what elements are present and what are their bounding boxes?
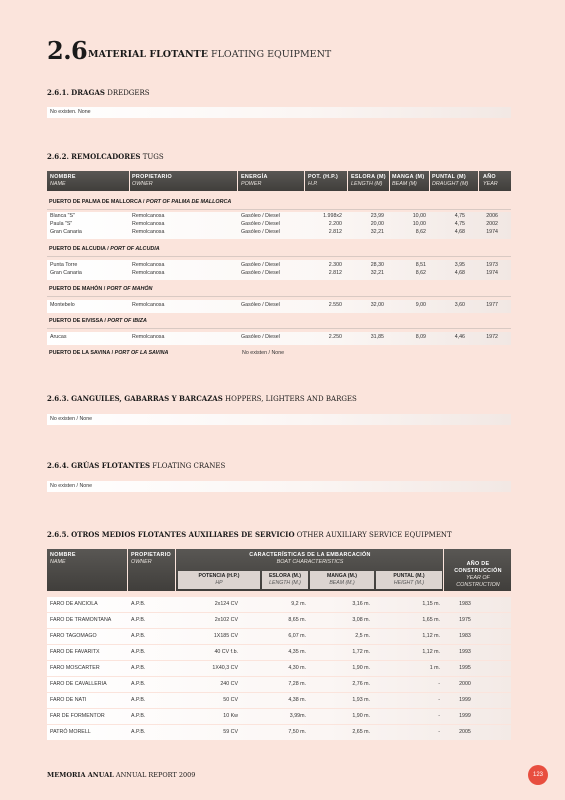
tug-owner: Remolcanosa: [132, 262, 165, 268]
col-label-en: OWNER: [131, 559, 152, 565]
port-ibiza-label: PUERTO DE EIVISSA / PORT OF IBIZA: [49, 318, 147, 324]
tug-beam: 9,00: [415, 302, 426, 308]
aux-beam: 2,5 m.: [355, 633, 370, 639]
port-name-es: PUERTO DE MAHÓN: [49, 286, 103, 292]
section-title-es: REMOLCADORES: [71, 152, 141, 161]
tug-beam: 10,00: [412, 221, 426, 227]
aux-name: PATRÓ MORELL: [50, 729, 91, 735]
tug-power: Gasóleo / Diesel: [241, 262, 280, 268]
aux-height: -: [438, 697, 440, 703]
aux-height: 1,65 m.: [422, 617, 440, 623]
aux-height: 1,12 m.: [422, 633, 440, 639]
section-number: 2.6.1.: [47, 88, 69, 97]
tug-hp: 2.812: [328, 229, 342, 235]
aux-power: 59 CV: [223, 729, 238, 735]
col-length: [351, 171, 389, 191]
aux-name: FARO DE NATI: [50, 697, 87, 703]
aux-sub-hp: [178, 571, 260, 589]
tug-beam: 8,62: [415, 270, 426, 276]
col-label-es: ESLORA (M): [351, 174, 386, 180]
tug-hp: 2.812: [328, 270, 342, 276]
port-name-es: PUERTO DE ALCUDIA: [49, 246, 106, 252]
tug-year: 2002: [486, 221, 498, 227]
aux-name: FARO TAGOMAGO: [50, 633, 97, 639]
tug-length: 31,85: [370, 334, 384, 340]
tugs-table-header: [47, 171, 511, 191]
aux-name: FAR DE FORMENTOR: [50, 713, 105, 719]
col-label-es: ENERGÍA: [241, 174, 268, 180]
col-draught: [432, 171, 476, 191]
col-label-es: NOMBRE: [50, 174, 76, 180]
aux-height: 1 m.: [429, 665, 440, 671]
port-name-en: PORT OF ALCUDIA: [110, 246, 160, 252]
section-auxiliary-title: [47, 530, 452, 539]
col-label-es: POT. (H.P.): [308, 174, 339, 180]
sub-label-es: POTENCIA (H.P.): [198, 573, 240, 579]
section-title-en: FLOATING CRANES: [152, 462, 226, 470]
port-mahon-label: PUERTO DE MAHÓN / PORT OF MAHÓN: [49, 286, 153, 292]
divider: [47, 256, 511, 257]
tug-owner: Remolcanosa: [132, 334, 165, 340]
sub-label-en: LENGTH (M.): [269, 580, 301, 586]
col-label-es: PROPIETARIO: [131, 552, 172, 558]
col-separator: [443, 549, 444, 591]
tug-draught: 4,75: [454, 221, 465, 227]
tug-beam: 8,09: [415, 334, 426, 340]
tug-length: 28,30: [370, 262, 384, 268]
col-label-es: PROPIETARIO: [132, 174, 173, 180]
section-number: 2.6.5.: [47, 530, 69, 539]
col-year: [483, 171, 511, 191]
col-label-en: BEAM (M): [392, 181, 417, 187]
divider: [47, 209, 511, 210]
aux-sub-height: [376, 571, 442, 589]
aux-sub-beam: [310, 571, 374, 589]
aux-owner: A.P.B.: [131, 617, 146, 623]
tug-year: 1974: [486, 270, 498, 276]
port-name-en: PORT OF LA SAVINA: [114, 350, 169, 356]
section-cranes-title: [47, 461, 225, 470]
col-owner: [132, 171, 232, 191]
tug-year: 1973: [486, 262, 498, 268]
col-label-en: H.P.: [308, 181, 318, 187]
aux-year: 1975: [459, 617, 471, 623]
col-separator: [175, 549, 176, 591]
dredgers-none-bar: No existen. None: [47, 107, 511, 118]
aux-power: 2x124 CV: [214, 601, 238, 607]
section-tugs-title: [47, 152, 164, 161]
tug-draught: 3,60: [454, 302, 465, 308]
section-title-en: HOPPERS, LIGHTERS AND BARGES: [225, 395, 357, 403]
tug-length: 32,21: [370, 270, 384, 276]
aux-power: 1X40,3 CV: [212, 665, 238, 671]
aux-col-name: [50, 549, 125, 569]
section-title-en: OTHER AUXILIARY SERVICE EQUIPMENT: [296, 531, 452, 539]
col-separator: [389, 171, 390, 191]
aux-power: 10 Kw: [223, 713, 238, 719]
col-label-en: POWER: [241, 181, 262, 187]
aux-length: 7,28 m.: [288, 681, 306, 687]
aux-beam: 1,72 m.: [352, 649, 370, 655]
aux-col-owner: [131, 549, 179, 569]
col-hp: [308, 171, 346, 191]
tug-year: 1977: [486, 302, 498, 308]
col-separator: [304, 171, 305, 191]
section-title-en: TUGS: [142, 153, 164, 161]
aux-length: 6,07 m.: [288, 633, 306, 639]
col-label-es: AÑO DE CONSTRUCCIÓN: [454, 561, 502, 574]
aux-beam: 3,16 m.: [352, 601, 370, 607]
aux-length: 8,65 m.: [288, 617, 306, 623]
tug-power: Gasóleo / Diesel: [241, 302, 280, 308]
section-number: 2.6.4.: [47, 461, 69, 470]
cranes-none-bar: No existen / None: [47, 481, 511, 492]
aux-name: FARO MOSCARTER: [50, 665, 100, 671]
sub-label-es: PUNTAL (M.): [393, 573, 425, 579]
tug-hp: 2.300: [328, 262, 342, 268]
aux-year: 1993: [459, 649, 471, 655]
tug-beam: 8,62: [415, 229, 426, 235]
col-label-en: NAME: [50, 559, 66, 565]
tug-length: 23,99: [370, 213, 384, 219]
section-number: 2.6.3.: [47, 394, 69, 403]
aux-owner: A.P.B.: [131, 633, 146, 639]
port-name-en: PORT OF PALMA DE MALLORCA: [146, 199, 232, 205]
divider: [47, 328, 511, 329]
section-hoppers-title: [47, 394, 357, 403]
footer-title: [47, 771, 195, 779]
tug-year: 2006: [486, 213, 498, 219]
col-label-es: PUNTAL (M): [432, 174, 466, 180]
aux-height: -: [438, 729, 440, 735]
tug-name: Gran Canaria: [50, 270, 82, 276]
aux-owner: A.P.B.: [131, 665, 146, 671]
sub-label-en: HEIGHT (M.): [393, 580, 425, 586]
aux-power: 2x102 CV: [214, 617, 238, 623]
aux-length: 3,99m.: [289, 713, 306, 719]
aux-height: 1,12 m.: [422, 649, 440, 655]
aux-year: 2000: [459, 681, 471, 687]
col-name: [50, 171, 125, 191]
tug-draught: 4,46: [454, 334, 465, 340]
tug-year: 1974: [486, 229, 498, 235]
aux-col-year: [447, 558, 509, 588]
tug-length: 20,00: [370, 221, 384, 227]
aux-beam: 1,90 m.: [352, 665, 370, 671]
sub-label-es: ESLORA (M.): [268, 573, 302, 579]
aux-height: -: [438, 713, 440, 719]
col-label-es: NOMBRE: [50, 552, 76, 558]
aux-beam: 2,65 m.: [352, 729, 370, 735]
aux-year: 1995: [459, 665, 471, 671]
aux-beam: 3,08 m.: [352, 617, 370, 623]
aux-length: 9,2 m.: [291, 601, 306, 607]
tug-name: Gran Canaria: [50, 229, 82, 235]
aux-owner: A.P.B.: [131, 729, 146, 735]
aux-owner: A.P.B.: [131, 713, 146, 719]
footer-title-en: ANNUAL REPORT 2009: [115, 771, 196, 779]
section-dredgers-title: [47, 88, 150, 97]
aux-power: 240 CV: [220, 681, 238, 687]
chapter-title-es: MATERIAL FLOTANTE: [88, 49, 208, 60]
sub-label-en: HP: [215, 580, 223, 586]
chapter-number: 2.6: [47, 36, 88, 65]
tug-beam: 10,00: [412, 213, 426, 219]
sub-label-en: BEAM (M.): [329, 580, 355, 586]
col-power: [241, 171, 301, 191]
tug-owner: Remolcanosa: [132, 229, 165, 235]
tug-power: Gasóleo / Diesel: [241, 334, 280, 340]
port-palma-label: PUERTO DE PALMA DE MALLORCA / PORT OF PALMA DE MALLORCA: [49, 199, 232, 205]
aux-year: 1983: [459, 601, 471, 607]
tug-power: Gasóleo / Diesel: [241, 213, 280, 219]
col-beam: [392, 171, 430, 191]
aux-owner: A.P.B.: [131, 697, 146, 703]
col-label-en: OWNER: [132, 181, 153, 187]
tug-name: Blanca "S": [50, 213, 75, 219]
aux-year: 1983: [459, 633, 471, 639]
port-name-en: PORT OF MAHÓN: [106, 286, 153, 292]
chapter-title-en: FLOATING EQUIPMENT: [211, 49, 332, 60]
tug-draught: 3,95: [454, 262, 465, 268]
tug-power: Gasóleo / Diesel: [241, 221, 280, 227]
tug-owner: Remolcanosa: [132, 213, 165, 219]
port-name-en: PORT OF IBIZA: [107, 318, 147, 324]
col-separator: [129, 171, 130, 191]
col-label-en: YEAR OF CONSTRUCTION: [456, 575, 500, 588]
section-title-en: DREDGERS: [107, 89, 150, 97]
aux-power: 1X185 CV: [213, 633, 238, 639]
col-separator: [347, 171, 348, 191]
tug-hp: 2.250: [328, 334, 342, 340]
tug-hp: 2.200: [328, 221, 342, 227]
divider: [47, 296, 511, 297]
port-name-es: PUERTO DE EIVISSA: [49, 318, 103, 324]
tug-name: Punta Torre: [50, 262, 78, 268]
footer-title-es: MEMORIA ANUAL: [47, 771, 114, 779]
port-alcudia-label: PUERTO DE ALCUDIA / PORT OF ALCUDIA: [49, 246, 160, 252]
hoppers-none-bar: No existen / None: [47, 414, 511, 425]
tug-owner: Remolcanosa: [132, 221, 165, 227]
aux-col-characteristics: [177, 549, 443, 569]
aux-beam: 1,90 m.: [352, 713, 370, 719]
section-title-es: GANGUILES, GABARRAS Y BARCAZAS: [71, 394, 223, 403]
col-separator: [429, 171, 430, 191]
col-label-en: YEAR: [483, 181, 498, 187]
tug-year: 1972: [486, 334, 498, 340]
aux-length: 7,50 m.: [288, 729, 306, 735]
tug-draught: 4,75: [454, 213, 465, 219]
tug-power: Gasóleo / Diesel: [241, 270, 280, 276]
tug-owner: Remolcanosa: [132, 302, 165, 308]
aux-name: FARO DE FAVARITX: [50, 649, 100, 655]
col-label-en: BOAT CHARACTERISTICS: [276, 559, 344, 565]
aux-length: 4,38 m.: [288, 697, 306, 703]
port-name-es: PUERTO DE PALMA DE MALLORCA: [49, 199, 142, 205]
aux-year: 2005: [459, 729, 471, 735]
aux-beam: 1,93 m.: [352, 697, 370, 703]
aux-length: 4,35 m.: [288, 649, 306, 655]
aux-year: 1999: [459, 713, 471, 719]
page-number: 123: [528, 765, 548, 785]
col-separator: [237, 171, 238, 191]
tug-name: Paula "S": [50, 221, 73, 227]
aux-height: 1,15 m.: [422, 601, 440, 607]
aux-owner: A.P.B.: [131, 681, 146, 687]
sub-label-es: MANGA (M.): [326, 573, 358, 579]
aux-name: FARO DE TRAMONTANA: [50, 617, 112, 623]
tug-draught: 4,68: [454, 229, 465, 235]
aux-length: 4,30 m.: [288, 665, 306, 671]
tug-owner: Remolcanosa: [132, 270, 165, 276]
aux-sub-length: [262, 571, 308, 589]
col-separator: [478, 171, 479, 191]
aux-beam: 2,76 m.: [352, 681, 370, 687]
aux-owner: A.P.B.: [131, 601, 146, 607]
aux-owner: A.P.B.: [131, 649, 146, 655]
tug-length: 32,21: [370, 229, 384, 235]
tug-name: Montebelo: [50, 302, 75, 308]
tug-hp: 2.550: [328, 302, 342, 308]
col-label-es: CARACTERÍSTICAS DE LA EMBARCACIÓN: [249, 552, 371, 558]
port-savina-label: PUERTO DE LA SAVINA / PORT OF LA SAVINA: [49, 350, 169, 356]
tug-power: Gasóleo / Diesel: [241, 229, 280, 235]
aux-year: 1999: [459, 697, 471, 703]
col-label-en: NAME: [50, 181, 66, 187]
col-separator: [127, 549, 128, 591]
port-name-es: PUERTO DE LA SAVINA: [49, 350, 111, 356]
col-label-es: AÑO: [483, 174, 496, 180]
col-label-en: LENGTH (M): [351, 181, 383, 187]
tug-draught: 4,68: [454, 270, 465, 276]
section-title-es: GRÚAS FLOTANTES: [71, 461, 151, 470]
aux-name: FARO DE CAVALLERIA: [50, 681, 107, 687]
col-label-es: MANGA (M): [392, 174, 425, 180]
aux-power: 40 CV f.b.: [214, 649, 238, 655]
savina-note: No existen / None: [242, 350, 285, 356]
tug-hp: 1.998x2: [323, 213, 342, 219]
aux-name: FARO DE ANCIOLA: [50, 601, 98, 607]
tug-name: Arucas: [50, 334, 67, 340]
section-title-es: DRAGAS: [71, 88, 105, 97]
tug-beam: 8,51: [415, 262, 426, 268]
section-title-es: OTROS MEDIOS FLOTANTES AUXILIARES DE SERVICIO: [71, 530, 295, 539]
col-label-en: DRAUGHT (M): [432, 181, 469, 187]
tug-length: 32,00: [370, 302, 384, 308]
section-number: 2.6.2.: [47, 152, 69, 161]
aux-power: 50 CV: [223, 697, 238, 703]
chapter-title: [88, 49, 331, 60]
aux-height: -: [438, 681, 440, 687]
